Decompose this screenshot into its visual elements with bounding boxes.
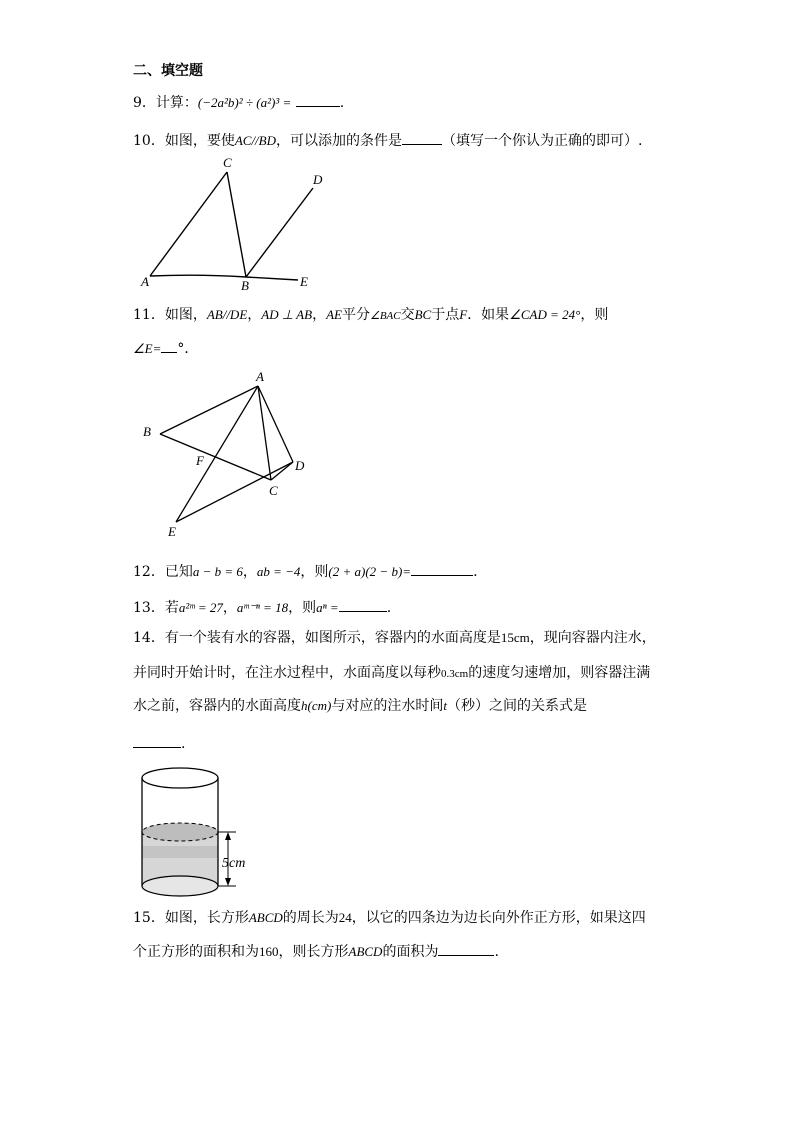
q14-text: （秒）之间的关系式是	[446, 698, 587, 714]
label-D: D	[313, 172, 323, 187]
q13-text: ，	[222, 600, 237, 616]
q11-math: F	[459, 307, 468, 322]
q10-text-b: ，可以添加的条件是	[276, 133, 402, 149]
q15-text: 的周长为	[282, 910, 339, 926]
q12-text: ，则	[300, 564, 329, 580]
q11-text: ，	[312, 307, 327, 323]
q14-container-figure	[136, 760, 276, 902]
label-E: E	[300, 274, 308, 289]
q9-suffix: .	[339, 95, 345, 111]
question-11-line-1	[133, 305, 608, 326]
q11-math: AB//DE	[206, 307, 248, 322]
q11-text: 平分	[341, 307, 370, 323]
container-top	[142, 768, 218, 788]
q13-math: a²ᵐ = 27	[178, 600, 223, 615]
q10-text-c: （填写一个你认为正确的即可）.	[442, 133, 643, 149]
q13-text: 13．若	[133, 600, 179, 616]
label-D: D	[295, 458, 305, 473]
question-14-line-4	[133, 733, 185, 754]
question-14-line-2	[133, 663, 650, 684]
question-10	[133, 130, 642, 151]
q13-math: aᵐ⁻ⁿ = 18	[236, 600, 289, 615]
label-F: F	[196, 453, 204, 468]
q13-answer-blank[interactable]	[339, 597, 387, 612]
label-A: A	[256, 369, 264, 384]
q15-text: 个正方形的面积和为	[133, 944, 259, 960]
q12-math: (2 + a)(2 − b)=	[328, 564, 412, 579]
q11-text: ，则	[580, 307, 609, 323]
arrow-down-icon	[225, 878, 231, 886]
segment-CB	[227, 172, 246, 277]
q14-text: .	[181, 736, 186, 752]
q15-math: ABCD	[248, 910, 283, 925]
q12-answer-blank[interactable]	[411, 561, 473, 576]
label-C: C	[223, 155, 232, 170]
q13-text: .	[386, 600, 392, 616]
segment-BD	[246, 188, 313, 277]
section-title: 二、填空题	[133, 63, 203, 79]
q11-text: 交	[400, 307, 415, 323]
q14-math: 0.3cm	[441, 668, 469, 680]
label-C: C	[269, 483, 278, 498]
q11-math: ∠E=	[133, 341, 162, 356]
measure-label: 5cm	[222, 856, 246, 871]
q12-text: .	[473, 564, 478, 580]
q14-math: h(cm)	[301, 698, 332, 713]
q13-text: ，则	[288, 600, 317, 616]
segment-AC	[150, 172, 227, 276]
water-surface	[142, 823, 218, 841]
q15-answer-blank[interactable]	[438, 941, 494, 956]
water-shade	[142, 846, 218, 858]
q15-text: 15．如图，长方形	[133, 910, 249, 926]
q11-math: AD ⊥ AB	[261, 307, 313, 322]
q10-text-a: 10．如图，要使	[133, 133, 235, 149]
q11-figure	[138, 364, 318, 540]
q14-text: 的速度匀速增加，则容器注满	[468, 665, 651, 681]
q14-answer-blank[interactable]	[133, 733, 181, 748]
q11-math: ∠BAC	[369, 310, 401, 322]
q11-text: 11．如图，	[133, 307, 207, 323]
q15-text: ，以它的四条边为边长向外作正方形，如果这四	[351, 910, 646, 926]
question-15-line-2	[133, 941, 499, 962]
question-14-line-3	[133, 696, 587, 716]
q11-text: ，	[247, 307, 262, 323]
q14-text: 14．有一个装有水的容器，如图所示，容器内的水面高度是	[133, 630, 501, 646]
q11-text: °．	[177, 341, 199, 357]
q12-text: 12．已知	[133, 564, 193, 580]
q11-text: ．如果	[467, 307, 510, 323]
q14-text: 水之前，容器内的水面高度	[133, 698, 301, 714]
q15-text: .	[494, 944, 499, 960]
question-12	[133, 561, 478, 582]
q10-math: AC//BD	[234, 133, 276, 148]
q14-math: 15cm	[500, 630, 530, 645]
q15-text: 的面积为	[382, 944, 439, 960]
q14-text: 与对应的注水时间	[331, 698, 444, 714]
line-ABE	[150, 275, 298, 280]
q9-prefix: 9．计算：	[133, 95, 198, 111]
question-15-line-1	[133, 908, 646, 928]
q14-text: 并同时开始计时，在注水过程中，水面高度以每秒	[133, 665, 441, 681]
q13-math: aⁿ =	[316, 600, 339, 615]
question-9	[133, 92, 344, 113]
label-A: A	[141, 274, 149, 289]
q11-answer-blank[interactable]	[161, 338, 177, 353]
arrow-up-icon	[225, 832, 231, 840]
q12-math: a − b = 6	[192, 564, 243, 579]
question-14-line-1	[133, 628, 656, 648]
question-11-line-2	[133, 338, 198, 359]
q15-math: ABCD	[348, 944, 383, 959]
q10-answer-blank[interactable]	[402, 130, 442, 145]
q12-math: ab = −4	[256, 564, 301, 579]
q15-text: ，则长方形	[278, 944, 349, 960]
q14-text: ，现向容器内注水，	[529, 630, 656, 646]
q14-math: t	[443, 698, 447, 713]
q15-math: 160	[259, 944, 279, 959]
q11-text: 于点	[431, 307, 460, 323]
container-bottom	[142, 876, 218, 896]
label-B: B	[241, 278, 249, 290]
q11-math: ∠CAD = 24°	[509, 307, 581, 322]
q12-text: ，	[242, 564, 257, 580]
label-E: E	[168, 524, 176, 539]
q15-math: 24	[338, 910, 352, 925]
q10-figure	[130, 150, 330, 290]
q9-expression: (−2a²b)² ÷ (a²)³ =	[197, 95, 292, 110]
q11-math: AE	[326, 307, 342, 322]
q9-answer-blank[interactable]	[296, 92, 340, 107]
label-B: B	[143, 424, 151, 439]
question-13	[133, 597, 391, 618]
q11-math: BC	[414, 307, 432, 322]
